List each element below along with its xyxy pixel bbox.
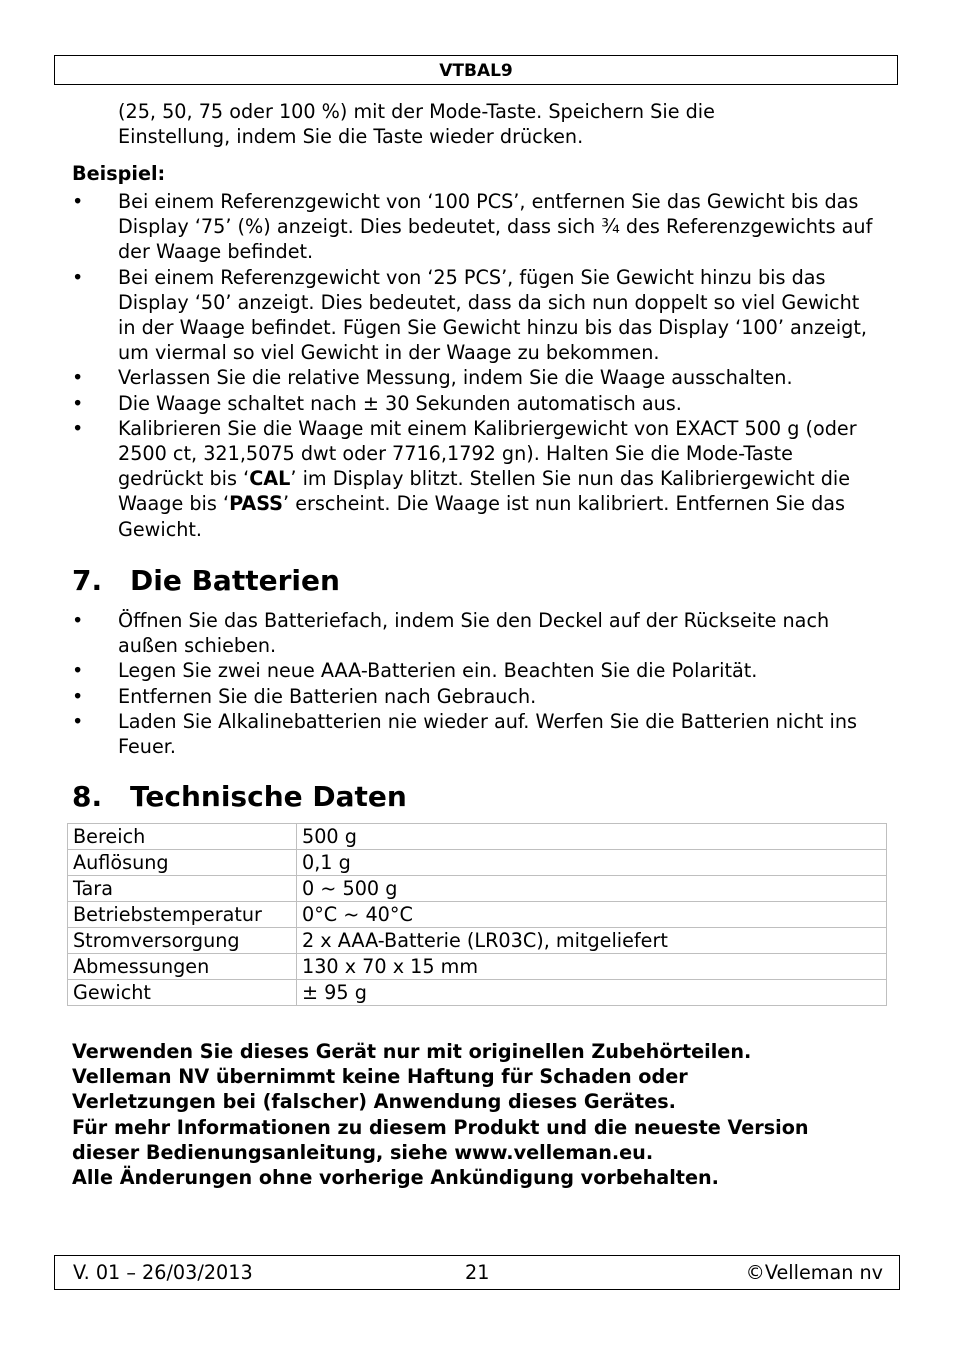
list-item-text: Verlassen Sie die relative Messung, indem Sie die Waage ausschalten. xyxy=(118,366,793,390)
spec-value: 0°C ~ 40°C xyxy=(297,902,887,928)
table-row xyxy=(68,954,887,980)
list-item xyxy=(72,391,882,416)
notice-line: Verletzungen bei (falscher) Anwendung dieses Gerätes. xyxy=(72,1090,676,1114)
section-title: Technische Daten xyxy=(130,780,407,813)
calibration-text xyxy=(118,417,857,541)
spec-label: Stromversorgung xyxy=(68,928,297,954)
spec-value: 2 x AAA-Batterie (LR03C), mitgeliefert xyxy=(297,928,887,954)
list-item-text: Laden Sie Alkalinebatterien nie wieder auf. Werfen Sie die Batterien nicht ins Feuer. xyxy=(118,709,858,759)
bullet-icon: • xyxy=(72,684,84,708)
page-number: 21 xyxy=(465,1261,490,1284)
list-item-text: Legen Sie zwei neue AAA-Batterien ein. Beachten Sie die Polarität. xyxy=(118,659,758,683)
example-list xyxy=(72,189,882,542)
spec-label: Bereich xyxy=(68,824,297,850)
page-header xyxy=(54,55,898,85)
spec-value: ± 95 g xyxy=(297,980,887,1006)
list-item-text: Bei einem Referenzgewicht von ‘100 PCS’, entfernen Sie das Gewicht bis das Display ‘75’ (%) anzeigt. Dies bedeutet, dass sich ¾ des Referenzgewichts auf der Waage befindet. xyxy=(118,190,873,264)
section-number: 7. xyxy=(72,564,103,597)
example-heading: Beispiel: xyxy=(72,162,166,185)
spec-value: 0,1 g xyxy=(297,850,887,876)
section-title: Die Batterien xyxy=(130,564,340,597)
notice-line: dieser Bedienungsanleitung, siehe www.velleman.eu. xyxy=(72,1140,654,1164)
bullet-icon: • xyxy=(72,366,84,390)
list-item-text: Öffnen Sie das Batteriefach, indem Sie den Deckel auf der Rückseite nach außen schieben. xyxy=(118,609,830,658)
bullet-icon: • xyxy=(72,416,84,440)
spec-value: 500 g xyxy=(297,824,887,850)
model-name: VTBAL9 xyxy=(439,61,513,81)
list-item xyxy=(72,608,882,658)
notice-line: Alle Änderungen ohne vorherige Ankündigung vorbehalten. xyxy=(72,1166,719,1190)
notice-line: Verwenden Sie dieses Gerät nur mit originellen Zubehörteilen. xyxy=(72,1040,752,1063)
bullet-icon: • xyxy=(72,190,84,213)
spec-label: Tara xyxy=(68,876,297,902)
spec-label: Auflösung xyxy=(68,850,297,876)
list-item xyxy=(72,189,882,265)
notice-block xyxy=(72,1039,892,1190)
table-row xyxy=(68,928,887,954)
list-item-calibration xyxy=(72,416,882,542)
pass-keyword: PASS xyxy=(229,492,283,516)
version-date: V. 01 – 26/03/2013 xyxy=(73,1261,253,1284)
spec-value: 0 ~ 500 g xyxy=(297,876,887,902)
intro-paragraph xyxy=(118,99,898,149)
calibration-text-part: ’ erscheint. Die Waage ist nun kalibriert. Entfernen Sie das Gewicht. xyxy=(118,492,846,541)
list-item xyxy=(72,709,882,759)
section-heading-specs xyxy=(72,780,407,814)
battery-list xyxy=(72,608,882,759)
list-item xyxy=(72,658,882,683)
spec-label: Gewicht xyxy=(68,980,297,1006)
table-row xyxy=(68,876,887,902)
table-row xyxy=(68,980,887,1006)
spec-label: Abmessungen xyxy=(68,954,297,980)
copyright: ©Velleman nv xyxy=(745,1261,883,1284)
intro-line: (25, 50, 75 oder 100 %) mit der Mode-Taste. Speichern Sie die xyxy=(118,100,715,123)
list-item xyxy=(72,684,882,709)
bullet-icon: • xyxy=(72,659,84,683)
calibration-text-part: ’ im Display blitzt. Stellen Sie nun das Kalibriergewicht die Waage bis ‘ xyxy=(118,467,851,516)
list-item xyxy=(72,365,882,390)
section-number: 8. xyxy=(72,780,103,813)
list-item-text: Entfernen Sie die Batterien nach Gebrauch. xyxy=(118,684,537,708)
section-heading-batteries xyxy=(72,564,340,598)
page-footer xyxy=(54,1255,900,1290)
spec-value: 130 x 70 x 15 mm xyxy=(297,954,887,980)
list-item-text: Die Waage schaltet nach ± 30 Sekunden automatisch aus. xyxy=(118,391,682,415)
list-item xyxy=(72,265,882,366)
spec-label: Betriebstemperatur xyxy=(68,902,297,928)
notice-line: Für mehr Informationen zu diesem Produkt und die neueste Version xyxy=(72,1115,809,1139)
bullet-icon: • xyxy=(72,265,84,289)
calibration-text-part: Kalibrieren Sie die Waage mit einem Kalibriergewicht von EXACT 500 g (oder 2500 ct, 321,5075 dwt oder 7716,1792 gn). Halten Sie die Mode-Taste gedrückt bis ‘ xyxy=(118,416,857,491)
cal-keyword: CAL xyxy=(249,467,291,491)
list-item-text: Bei einem Referenzgewicht von ‘25 PCS’, fügen Sie Gewicht hinzu bis das Display ‘50’ anzeigt. Dies bedeutet, dass da sich nun doppelt so viel Gewicht in der Waage befindet. Fügen Sie Gewicht hinzu bis das Display ‘100’ anzeigt, um viermal so viel Gewicht in der Waage zu bekommen. xyxy=(118,265,867,365)
notice-line: Velleman NV übernimmt keine Haftung für Schaden oder xyxy=(72,1065,688,1089)
spec-table xyxy=(67,823,887,1006)
table-row xyxy=(68,902,887,928)
table-row xyxy=(68,824,887,850)
bullet-icon: • xyxy=(72,609,84,632)
intro-line: Einstellung, indem Sie die Taste wieder drücken. xyxy=(118,125,584,149)
bullet-icon: • xyxy=(72,709,84,733)
table-row xyxy=(68,850,887,876)
bullet-icon: • xyxy=(72,391,84,415)
